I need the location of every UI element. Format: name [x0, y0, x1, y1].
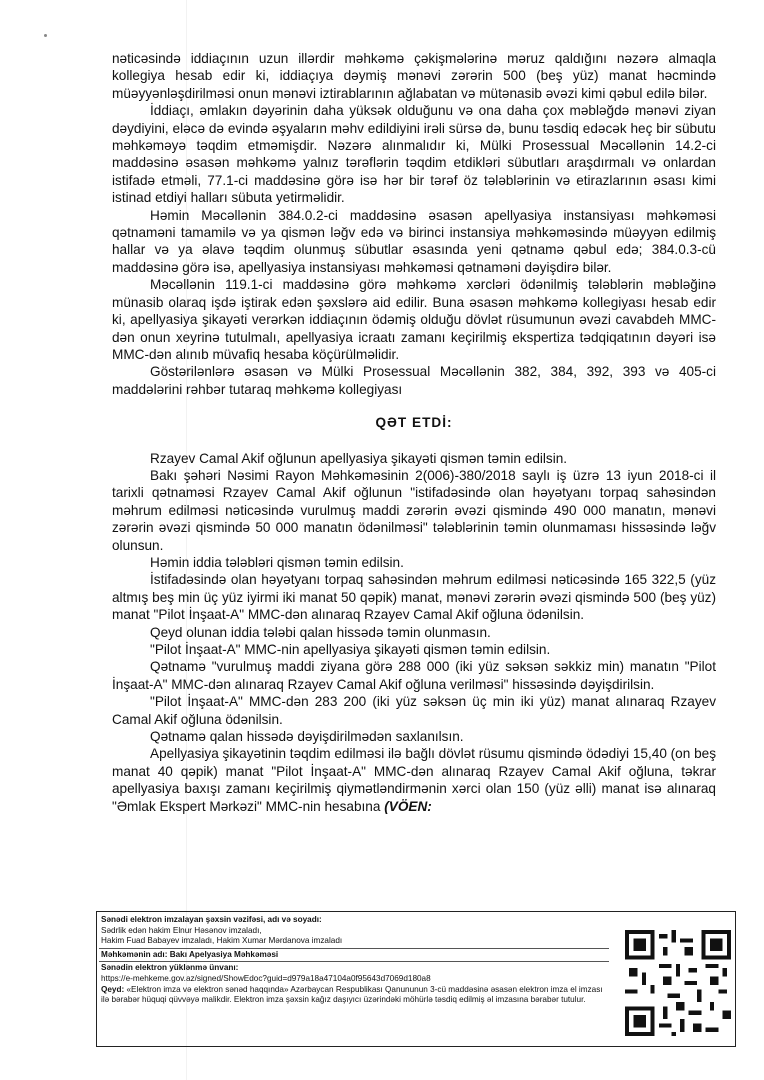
decision-item: Qətnamə qalan hissədə dəyişdirilmədən saxlanılsın. [150, 729, 464, 745]
decision-item: Qətnamə "vurulmuş maddi ziyana görə 288 000 (iki yüz səksən səkkiz min) manatın "Pilot İnşaat-A" MMC-dən alınaraq Rzayev Camal Akif oğluna verilməsi" hissəsində dəyişdirilsin. [112, 659, 716, 692]
signer-row [99, 914, 609, 949]
decision-item: Rzayev Camal Akif oğlunun apellyasiya şikayəti qismən təmin edilsin. [150, 450, 568, 466]
last-paragraph-text: Apellyasiya şikayətinin təqdim edilməsi ilə bağlı dövlət rüsumu qismində ödədiyi 15,40 (on beş manat 40 qəpik) manat "Pilot İnşaat-A" MMC-dən alınaraq Rzayev Camal Akif oğluna, təkrar apellyasiya baxışı zamanı keçirilmiş qiymətləndirmənin xərci olan 150 (yüz əlli) manat isə alınaraq "Əmlak Ekspert Mərkəzi" MMC-nin hesabına [112, 746, 716, 814]
decision-item: Qeyd olunan iddia tələbi qalan hissədə təmin olunmasın. [150, 624, 491, 640]
decision-item [112, 745, 716, 815]
paragraph: Həmin Məcəllənin 384.0.2-ci maddəsinə əsasən apellyasiya instansiyası məhkəməsi qətnaməni tamamilə və ya qismən ləğv edə və birinci instansiya məhkəməsində müəyyən edilmiş hallar və ya əlavə təqdim olunmuş sübutlar əsasında yeni qətnamə qəbul edə; 384.0.3-cü maddəsinə görə isə, apellyasiya instansiyası məhkəməsi qətnaməni dəyişdirə bilər. [112, 207, 716, 275]
court-row [99, 949, 609, 963]
decision-item: "Pilot İnşaat-A" MMC-dən 283 200 (iki yüz səksən üç min iki yüz) manat alınaraq Rzayev Camal Akif oğluna ödənilsin. [112, 694, 716, 727]
document-url[interactable]: https://e-mehkeme.gov.az/signed/ShowEdoc?guid=d979a18a47104a0f95643d7069d180a8 [101, 973, 431, 983]
qr-code-icon [625, 930, 731, 1036]
paragraph: Məcəllənin 119.1-ci maddəsinə görə məhkəmə xərcləri ödənilmiş tələblərin məbləğinə münasib olaraq işdə iştirak edən şəxslərə aid edilir. Buna əsasən məhkəmə kollegiyası hesab edir ki, apellyasiya şikayəti verərkən iddiaçının ödəmiş olduğu dövlət rüsumunun əvəzi cavabdeh MMC-dən onun xeyrinə tutulmalı, apellyasiya icraatı zamanı keçirilmiş ekspertiza tədqiqatının dəyəri isə MMC-dən alınıb müvafiq hesaba köçürülməlidir. [112, 277, 716, 362]
electronic-signature-box [96, 911, 736, 1047]
scan-dot [44, 34, 47, 37]
paragraph: Göstərilənlərə əsasən və Mülki Prosessual Məcəllənin 382, 384, 392, 393 və 405-ci maddələrini rəhbər tutaraq məhkəmə kollegiyası [112, 364, 716, 397]
paragraph: nəticəsində iddiaçının uzun illərdir məhkəmə çəkişmələrinə məruz qaldığını nəzərə almaqla kollegiya hesab edir ki, iddiaçıya dəymiş mənəvi zərərin 500 (beş yüz) manat həcmində müəyyənləşdirilməsi onun mənəvi iztirablarının ağlabatan və mütənasib əvəzi kimi qəbul edilə bilər. [112, 51, 716, 101]
decision-heading: QƏT ETDİ: [375, 415, 453, 431]
signer-line: Sədrlik edən hakim Elnur Həsənov imzaladı, [101, 925, 262, 935]
signer-line: Hakim Fuad Babayev imzaladı, Hakim Xumar Mərdanova imzaladı [101, 936, 343, 946]
decision-item: İstifadəsində olan həyətyanı torpaq sahəsindən məhrum edilməsi nəticəsində 165 322,5 (yüz altmış beş min üç yüz iyirmi iki manat 50 qəpik) manat, mənəvi zərərin əvəzi qismində 500 (beş yüz) manat "Pilot İnşaat-A" MMC-dən alınaraq Rzayev Camal Akif oğluna ödənilsin. [112, 572, 716, 623]
signer-label: Sənədi elektron imzalayan şəxsin vəzifəsi, adı və soyadı: [101, 915, 322, 924]
url-row [99, 962, 609, 1006]
decision-item: "Pilot İnşaat-A" MMC-nin apellyasiya şikayəti qismən təmin edilsin. [150, 642, 551, 657]
court-name: Bakı Apelyasiya Məhkəməsi [169, 949, 279, 959]
signature-info [99, 914, 609, 1007]
paragraph: İddiaçı, əmlakın dəyərinin daha yüksək olduğunu və ona daha çox məbləğdə mənəvi ziyan dəydiyini, eləcə də evində əşyaların məhv edildiyini irəli sürsə də, bunu təsdiq edəcək heç bir sübutu məhkəməyə təqdim etməmişdir. Nəzərə alınmalıdır ki, Mülki Prosessual Məcəllənin 14.2-ci maddəsinə əsasən məhkəmə yalnız tərəflərin təqdim etdikləri sübutları araşdırmalı və onlardan istifadə etməli, 77.1-ci maddəsinə görə isə hər bir tərəf öz tələblərinin və etirazlarının əsası kimi istinad etdiyi halları sübuta yetirməlidir. [112, 103, 716, 206]
note-text: «Elektron imza və elektron sənəd haqqında» Azərbaycan Respublikası Qanununun 3-cü maddəsinə əsasən elektron imza el imzası ilə bərabər hüquqi qüvvəyə malikdir. Elektron imza şəxsin kağız daşıyıcı üzərindəki möhürlə təsdiq edilmiş əl imzasına bərabər tutulur. [101, 984, 603, 1005]
decision-item: Həmin iddia tələbləri qismən təmin edilsin. [150, 554, 404, 570]
document-body [112, 50, 716, 815]
url-label: Sənədin elektron yüklənmə ünvanı: [101, 963, 239, 973]
voen-label: (VÖEN: [384, 798, 432, 814]
note-label: Qeyd: [101, 984, 125, 994]
court-label: Məhkəmənin adı: [101, 949, 168, 959]
decision-item: Bakı şəhəri Nəsimi Rayon Məhkəməsinin 2(006)-380/2018 saylı iş üzrə 13 iyun 2018-ci il tarixli qətnaməsi Rzayev Camal Akif oğlunun "istifadəsində olan həyətyanı torpaq sahəsindən məhrum edilməsi nəticəsində vurulmuş maddi zərərin əvəzi qismində 490 000 manatın, mənəvi zərərin əvəzi qismində 50 000 manatın ödənilməsi" tələblərinin təmin olunmaması hissəsində ləğv olunsun. [112, 467, 716, 553]
